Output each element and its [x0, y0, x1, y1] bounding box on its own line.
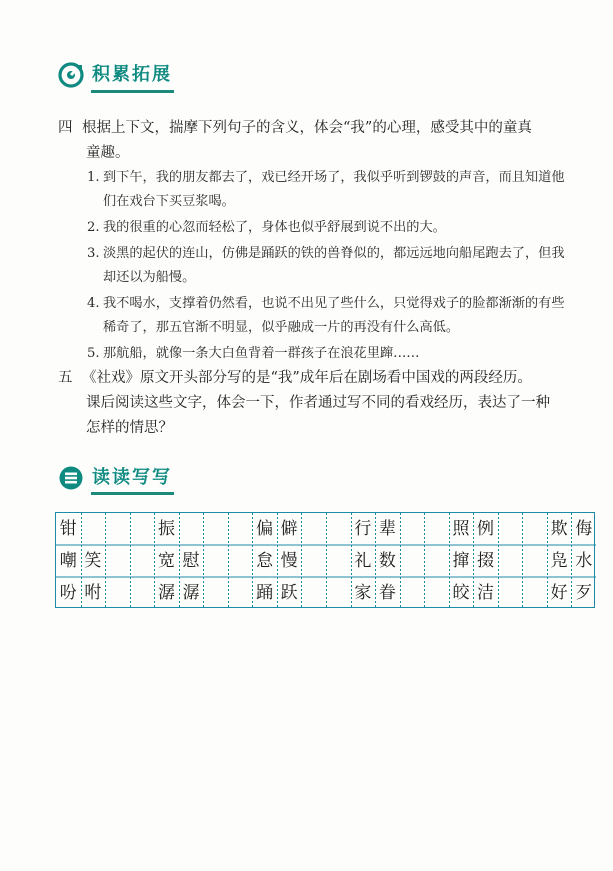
- grid-character: 眷: [378, 583, 396, 603]
- question-4: [58, 116, 598, 166]
- question-text-cont: 课后阅读这些文字，体会一下，作者通过写不同的看戏经历，表达了一种: [86, 395, 550, 411]
- grid-character: 振: [157, 519, 175, 539]
- grid-character: 行: [354, 519, 372, 539]
- grid-character: 辈: [378, 519, 396, 539]
- grid-character: 洁: [477, 583, 495, 603]
- grid-character: 吩: [59, 583, 77, 603]
- grid-character: 跃: [280, 583, 298, 603]
- question-text: 《社戏》原文开头部分写的是“我”成年后在剧场看中国戏的两段经历。: [82, 370, 532, 386]
- section-title: 积累拓展: [92, 64, 172, 85]
- section-underline: [91, 90, 174, 93]
- grid-character: 咐: [84, 583, 102, 603]
- grid-character: 踊: [256, 583, 274, 603]
- grid-character: 水: [575, 551, 593, 571]
- grid-character: 嘲: [59, 551, 77, 571]
- grid-character: 好: [550, 583, 568, 603]
- grid-character: 例: [477, 519, 495, 539]
- grid-character: 慰: [182, 551, 200, 571]
- grid-characters: [56, 513, 596, 609]
- section-underline: [91, 492, 174, 495]
- grid-character: 撺: [452, 551, 470, 571]
- grid-character: 潺: [182, 583, 200, 603]
- list-item: 5. 那航船，就像一条大白鱼背着一群孩子在浪花里蹿……: [87, 346, 420, 361]
- grid-character: 侮: [575, 519, 593, 539]
- question-text-cont: 童趣。: [86, 145, 130, 161]
- grid-character: 笑: [84, 551, 102, 571]
- grid-character: 数: [378, 551, 396, 571]
- grid-character: 家: [354, 583, 372, 603]
- question-4-items: [87, 166, 597, 368]
- list-item: 4. 我不喝水，支撑着仍然看，也说不出见了些什么，只觉得戏子的脸都渐渐的有些 稀奇了，那五官渐不明显，似乎融成一片的再没有什么高低。: [87, 296, 565, 335]
- list-item: 3. 淡黑的起伏的连山，仿佛是踊跃的铁的兽脊似的，都远远地向船尾跑去了，但我 却还以为船慢。: [87, 246, 565, 285]
- question-text: 根据上下文，揣摩下列句子的含义，体会“我”的心理，感受其中的童真: [82, 120, 532, 136]
- grid-character: 潺: [157, 583, 175, 603]
- list-item: 2. 我的很重的心忽而轻松了，身体也似乎舒展到说不出的大。: [87, 220, 446, 235]
- section-title: 读读写写: [92, 467, 172, 488]
- section-header-read-write: [58, 465, 172, 491]
- grid-character: 慢: [280, 551, 298, 571]
- grid-character: 欺: [550, 519, 568, 539]
- question-number: 五: [58, 370, 73, 386]
- grid-character: 掇: [477, 551, 495, 571]
- question-number: 四: [58, 120, 73, 136]
- grid-character: 礼: [354, 551, 372, 571]
- list-lines-icon: [58, 465, 84, 491]
- grid-character: 怠: [256, 551, 274, 571]
- grid-character: 皎: [452, 583, 470, 603]
- grid-character: 钳: [59, 519, 77, 539]
- grid-character: 偏: [256, 519, 274, 539]
- rotate-arrow-icon: [58, 62, 84, 88]
- grid-character: 歹: [575, 583, 593, 603]
- question-text-cont: 怎样的情思？: [86, 420, 173, 436]
- character-grid: [55, 512, 595, 608]
- grid-character: 照: [452, 519, 470, 539]
- grid-character: 宽: [157, 551, 175, 571]
- grid-character: 凫: [550, 551, 568, 571]
- grid-character: 僻: [280, 519, 298, 539]
- question-5: [58, 366, 598, 441]
- section-header-accumulate: [58, 62, 172, 88]
- list-item: 1. 到下午，我的朋友都去了，戏已经开场了，我似乎听到锣鼓的声音，而且知道他 们在戏台下买豆浆喝。: [87, 170, 565, 209]
